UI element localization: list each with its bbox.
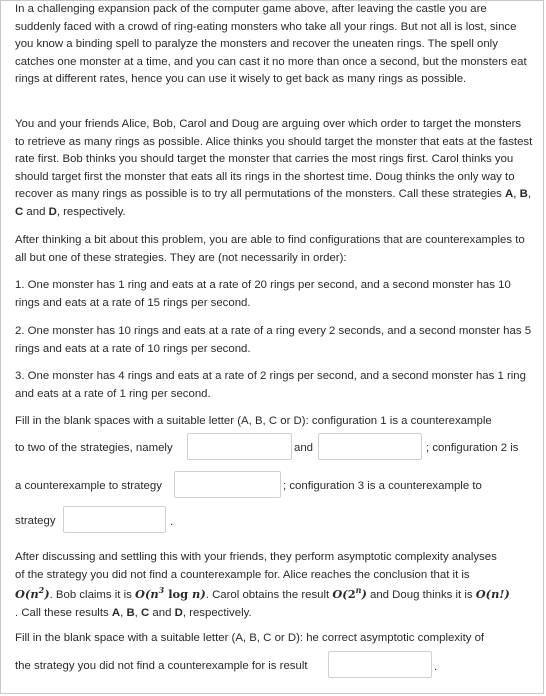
strategies-call-text: Call these strategies	[398, 188, 506, 201]
strategy-sep: ,	[513, 188, 520, 201]
strategy-and: and	[23, 205, 49, 218]
answer-input-1[interactable]	[187, 433, 292, 460]
result-c-label: C	[141, 607, 150, 619]
results-naming: . Call these results A, B, C and D, respectively.	[15, 607, 252, 619]
strategies-paragraph	[15, 116, 533, 222]
fill-instructions-1: Fill in the blank spaces with a suitable letter (A, B, C or D): configuration 1 is a counterexample	[15, 415, 492, 427]
fill-row-2	[15, 469, 533, 499]
strategy-a-label: A	[505, 188, 514, 201]
result-b-formula: $O(n^3$ log n)	[135, 585, 206, 601]
configuration-3: 3. One monster has 4 rings and eats at a rate of 2 rings per second, and a second monster has 1 ring and eats at a rate of 1 ring per second.	[15, 370, 526, 400]
result-d-formula: O(n!)	[475, 587, 510, 601]
answer-input-4[interactable]	[63, 506, 166, 533]
result-b-label: B	[126, 607, 135, 619]
analysis-line-2: of the strategy you did not find a counterexample for. Alice reaches the conclusion that it is	[15, 569, 470, 581]
fill-text: .	[170, 516, 174, 528]
fill-text: the strategy you did not find a counterexample for is result	[15, 660, 308, 672]
result-a-formula: $O(n^2)$	[15, 585, 50, 601]
result-d-label: D	[174, 607, 183, 619]
strategy-d-label: D	[48, 205, 57, 218]
intro-paragraph: In a challenging expansion pack of the computer game above, after leaving the castle you are suddenly faced with a crowd of ring-eating monsters who take all your rings. But not all is lost, since you know a binding spell to paralyze the monsters and recover the uneaten rings. The spell only catches one monster at a time, and you can cast it no more than once a second, but the monsters eat rings at different rates, hence you can use it wisely to get back as many rings as possible.	[15, 3, 527, 86]
fill-text: and	[294, 442, 314, 454]
answer-input-3[interactable]	[174, 471, 281, 498]
complexity-results	[15, 585, 533, 604]
configuration-2: 2. One monster has 10 rings and eats at a rate of a ring every 2 seconds, and a second monster has 5 rings and eats at a rate of 10 rings per second.	[15, 325, 532, 355]
fill-text: a counterexample to strategy	[15, 480, 162, 492]
fill-text: .	[434, 661, 438, 673]
results-text: and Doug thinks it is	[366, 589, 476, 601]
fill-row-4	[15, 650, 533, 680]
answer-input-2[interactable]	[318, 433, 422, 460]
result-a-label: A	[111, 607, 121, 619]
strategy-b-label: B	[519, 188, 528, 201]
fill-text: to two of the strategies, namely	[15, 442, 173, 454]
analysis-line-1: After discussing and settling this with your friends, they perform asymptotic complexity analyses	[15, 551, 497, 563]
strategy-end: , respectively.	[56, 205, 126, 218]
answer-input-5[interactable]	[328, 651, 432, 678]
fill-text: strategy	[15, 515, 56, 527]
strategies-text: You and your friends Alice, Bob, Carol and Doug are arguing over which order to target the monsters to retrieve as many rings as possible. Alice thinks you should target the monster that eats at the fastest rate first. Bob thinks you should target the monster that carries the most rings first. Carol thinks you should target first the monster that eats all its rings in the shortest time. Doug thinks the only way to recover as many rings as possible is to try all permutations of the monsters.	[15, 118, 533, 201]
result-c-formula: O(2$^n$)	[332, 585, 367, 601]
fill-text: ; configuration 2 is	[426, 442, 519, 454]
strategy-c-label: C	[15, 205, 24, 218]
fill-text: ; configuration 3 is a counterexample to	[283, 480, 482, 492]
fill-instructions-2: Fill in the blank space with a suitable letter (A, B, C or D): he correct asymptotic complexity of	[15, 632, 485, 644]
fill-row-3	[15, 504, 533, 534]
results-text: . Bob claims it is	[49, 589, 136, 601]
results-text: . Carol obtains the result	[205, 589, 333, 601]
configuration-1: 1. One monster has 1 ring and eats at a rate of 20 rings per second, and a second monster has 10 rings and eats at a rate of 15 rings per second.	[15, 279, 511, 309]
strategy-sep: ,	[527, 188, 532, 201]
counterexamples-paragraph: After thinking a bit about this problem, you are able to find configurations that are counterexamples to all but one of these strategies. They are (not necessarily in order):	[15, 234, 525, 264]
fill-row-1	[15, 431, 533, 461]
